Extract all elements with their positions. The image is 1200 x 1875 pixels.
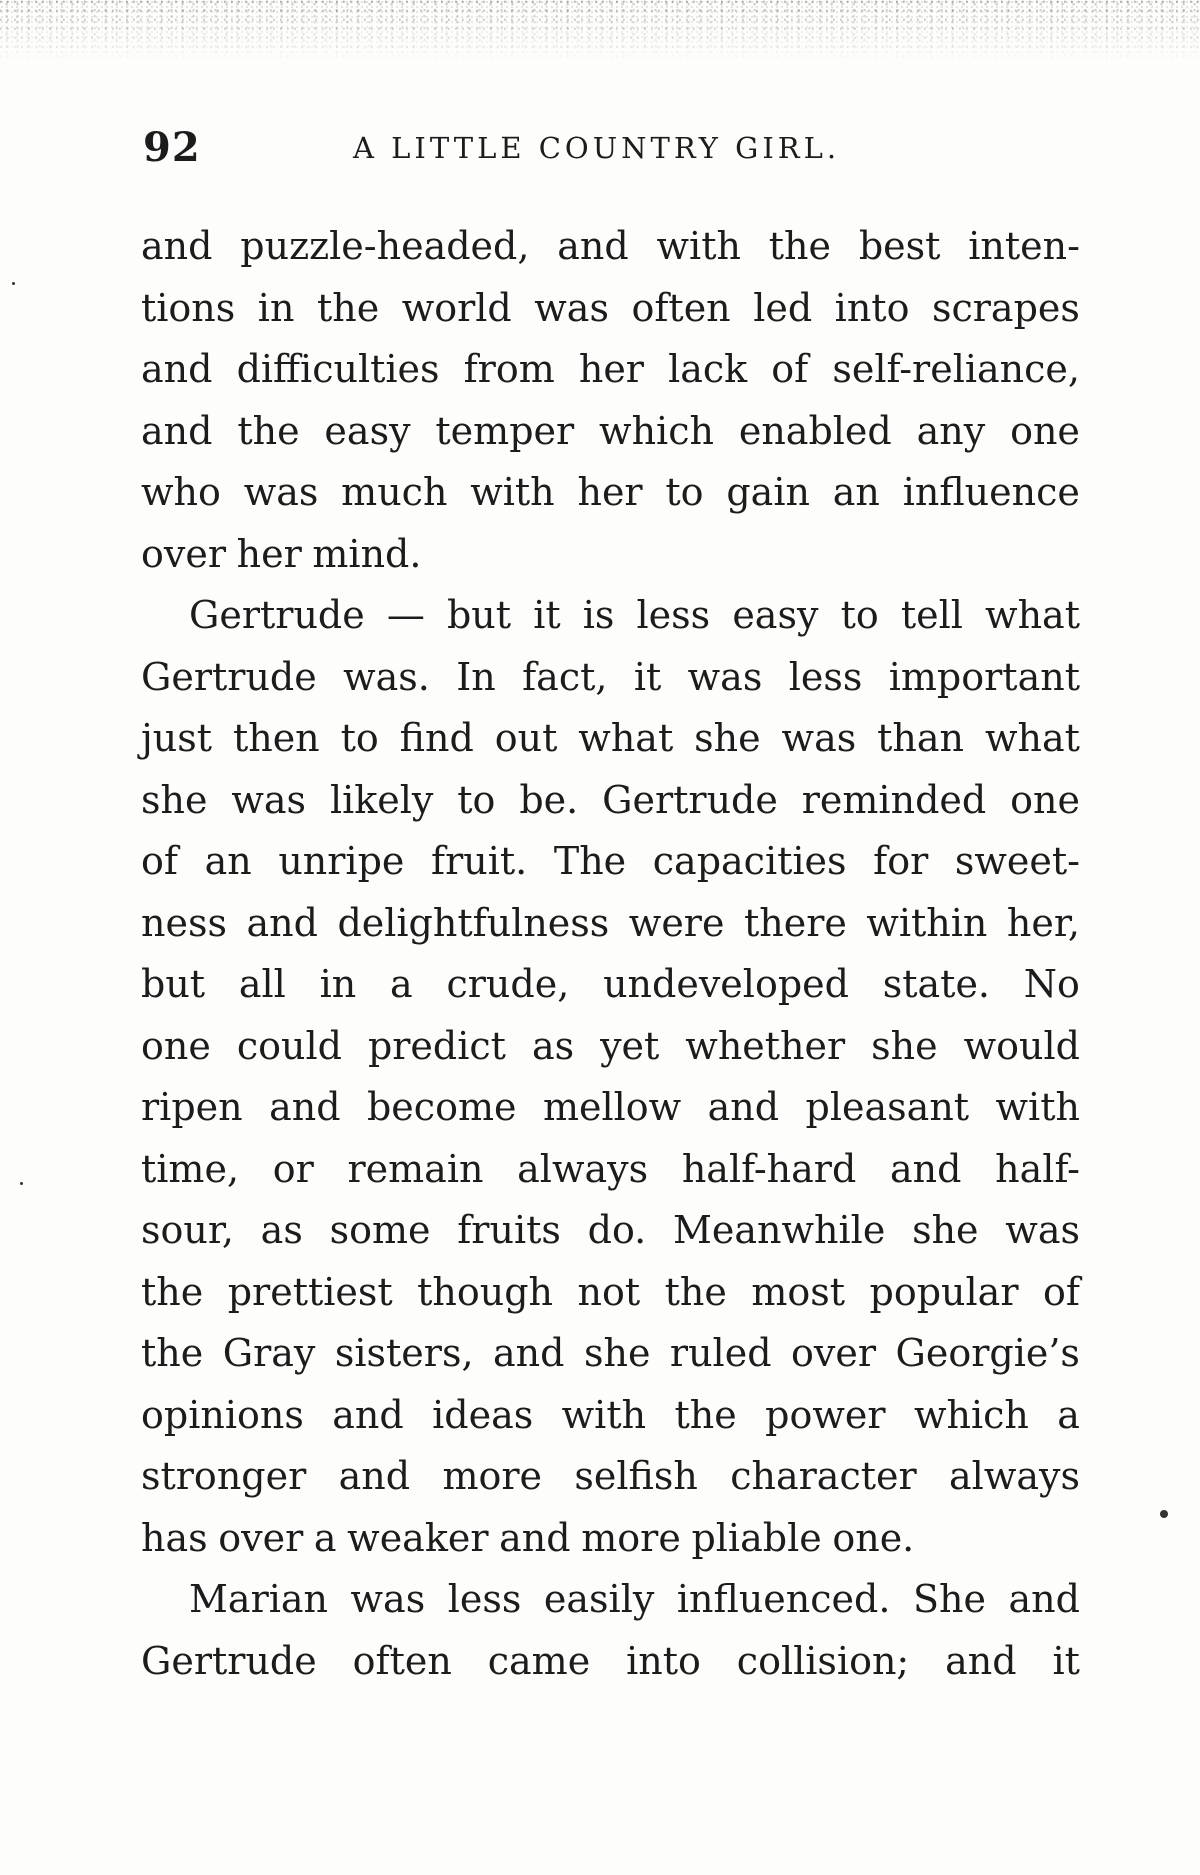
word: more xyxy=(581,1515,681,1560)
scan-noise-edge xyxy=(0,0,1200,62)
text-line xyxy=(141,1016,1080,1078)
word: in xyxy=(319,962,357,1006)
word: her xyxy=(578,347,644,391)
word: as xyxy=(531,1023,575,1068)
word: In xyxy=(456,654,496,699)
word: likely xyxy=(329,777,434,822)
word: the xyxy=(141,1331,204,1375)
word: with xyxy=(561,1392,647,1437)
word: often xyxy=(631,285,731,330)
word: sour, xyxy=(141,1208,234,1252)
word: easy xyxy=(732,593,819,637)
text-line xyxy=(141,893,1080,955)
word: she xyxy=(912,1208,979,1252)
word: and xyxy=(493,1331,565,1375)
word: less xyxy=(636,593,711,637)
word: with xyxy=(656,224,741,268)
text-line xyxy=(141,401,1080,463)
word: Gertrude xyxy=(141,654,317,699)
word: what xyxy=(578,716,674,760)
word: and xyxy=(338,1454,411,1498)
word: she xyxy=(583,1331,651,1375)
word: is xyxy=(582,593,615,637)
word: undeveloped xyxy=(603,962,849,1006)
word: to xyxy=(340,716,379,760)
word: the xyxy=(768,224,832,268)
text-line xyxy=(141,954,1080,1016)
word: within xyxy=(866,900,988,945)
word: opinions xyxy=(141,1392,304,1437)
word: find xyxy=(399,716,474,760)
word: into xyxy=(626,1638,701,1683)
word: then xyxy=(232,716,320,760)
word: crude, xyxy=(446,962,570,1006)
word: time, xyxy=(141,1146,240,1191)
word: in xyxy=(257,285,295,330)
word: the xyxy=(237,408,300,453)
word: sisters, xyxy=(334,1331,474,1375)
word: was xyxy=(1005,1208,1080,1252)
word: The xyxy=(553,839,627,883)
word: was. xyxy=(343,654,430,699)
word: and xyxy=(1008,1577,1080,1621)
word: gain xyxy=(726,470,810,514)
text-line xyxy=(141,524,1080,586)
word: do. xyxy=(587,1208,647,1252)
word: temper xyxy=(435,408,575,453)
text-line xyxy=(141,1262,1080,1324)
word: for xyxy=(873,839,929,883)
word: her xyxy=(236,531,302,576)
word: from xyxy=(463,347,555,391)
word: mellow xyxy=(542,1085,682,1129)
text-line xyxy=(141,278,1080,340)
word: which xyxy=(599,408,714,453)
word: fruit. xyxy=(431,839,528,883)
word: was xyxy=(243,470,319,514)
word: Gertrude xyxy=(189,593,365,637)
text-line xyxy=(141,1077,1080,1139)
running-title: A LITTLE COUNTRY GIRL. xyxy=(353,131,841,165)
word: enabled xyxy=(738,408,892,453)
word: but xyxy=(446,593,512,637)
word: selfish xyxy=(574,1454,698,1498)
word: always xyxy=(517,1146,649,1191)
word: self-reliance, xyxy=(832,347,1080,391)
word: Gertrude xyxy=(602,777,778,822)
word: ruled xyxy=(669,1331,772,1375)
word: with xyxy=(995,1085,1080,1129)
word: whether xyxy=(685,1023,846,1068)
word: one xyxy=(1010,777,1080,822)
word: a xyxy=(313,1515,337,1560)
word: of xyxy=(1043,1269,1080,1314)
word: it xyxy=(1052,1638,1080,1683)
word: as xyxy=(260,1208,303,1252)
word: with xyxy=(470,470,555,514)
word: the xyxy=(141,1269,204,1314)
word: fact, xyxy=(522,654,608,699)
word: all xyxy=(238,962,286,1006)
word: ripen xyxy=(141,1085,243,1129)
word: could xyxy=(236,1023,342,1068)
text-line xyxy=(141,1631,1080,1693)
word: was xyxy=(350,1577,426,1621)
word: much xyxy=(341,470,448,514)
word: popular xyxy=(869,1269,1019,1314)
word: weaker xyxy=(347,1515,489,1560)
word: it xyxy=(533,593,561,637)
word: out xyxy=(494,716,558,760)
word: and xyxy=(141,347,213,391)
word: tions xyxy=(141,285,236,330)
word: pliable xyxy=(691,1515,822,1560)
word: inten- xyxy=(968,224,1080,268)
text-line xyxy=(141,339,1080,401)
word: and xyxy=(246,900,318,945)
word: which xyxy=(913,1392,1029,1437)
word: half- xyxy=(995,1146,1080,1191)
word: easy xyxy=(324,408,411,453)
word: was xyxy=(781,716,857,760)
text-line xyxy=(141,1569,1080,1631)
page-header xyxy=(143,118,1083,178)
word: always xyxy=(949,1454,1080,1498)
word: the xyxy=(674,1392,737,1437)
word: she xyxy=(141,777,208,822)
word: pleasant xyxy=(805,1085,970,1129)
word: was xyxy=(687,654,763,699)
text-line xyxy=(141,1139,1080,1201)
scan-speck xyxy=(12,282,15,285)
word: lack xyxy=(668,347,748,391)
word: No xyxy=(1023,962,1080,1006)
word: important xyxy=(888,654,1080,699)
word: sweet- xyxy=(954,839,1080,883)
word: she xyxy=(694,716,761,760)
word: it xyxy=(633,654,662,699)
word: yet xyxy=(600,1023,660,1068)
word: any xyxy=(916,408,986,453)
word: to xyxy=(840,593,879,637)
word: and xyxy=(557,224,629,268)
word: delightfulness xyxy=(337,900,610,945)
word: remain xyxy=(347,1146,484,1191)
word: character xyxy=(730,1454,917,1498)
word: one. xyxy=(832,1515,915,1560)
word: led xyxy=(753,285,813,330)
text-line xyxy=(141,462,1080,524)
word: she xyxy=(871,1023,938,1068)
word: what xyxy=(985,593,1080,637)
word: one xyxy=(141,1023,211,1068)
word: over xyxy=(791,1331,877,1375)
word: to xyxy=(457,777,496,822)
word: one xyxy=(1010,408,1080,453)
word: not xyxy=(577,1269,641,1314)
word: has xyxy=(141,1515,208,1560)
word: world xyxy=(401,285,512,330)
word: a xyxy=(390,962,413,1006)
text-line xyxy=(141,1446,1080,1508)
word: be. xyxy=(519,777,579,822)
word: her xyxy=(577,470,643,514)
word: scrapes xyxy=(931,285,1080,330)
word: easily xyxy=(543,1577,655,1621)
word: and xyxy=(269,1085,341,1129)
word: capacities xyxy=(652,839,847,883)
text-line xyxy=(141,1200,1080,1262)
word: collision; xyxy=(736,1638,910,1683)
body-text xyxy=(141,216,1080,1692)
word: most xyxy=(751,1269,846,1314)
word: who xyxy=(141,470,221,514)
scan-speck xyxy=(20,1182,23,1185)
text-line xyxy=(141,216,1080,278)
word: than xyxy=(877,716,965,760)
page-number: 92 xyxy=(143,124,201,171)
text-line xyxy=(141,1385,1080,1447)
word: more xyxy=(442,1454,543,1498)
word: fruits xyxy=(457,1208,561,1252)
word: over xyxy=(141,531,226,576)
word: and xyxy=(889,1146,962,1191)
word: there xyxy=(743,900,847,945)
word: the xyxy=(664,1269,727,1314)
word: ness xyxy=(141,900,227,945)
word: become xyxy=(366,1085,517,1129)
text-line xyxy=(141,1323,1080,1385)
word: into xyxy=(834,285,910,330)
word: puzzle-headed, xyxy=(240,224,530,268)
word: of xyxy=(141,839,178,883)
word: difficulties xyxy=(236,347,440,391)
word: what xyxy=(984,716,1080,760)
word: unripe xyxy=(278,839,405,883)
word: She xyxy=(912,1577,986,1621)
word: or xyxy=(272,1146,314,1191)
text-line xyxy=(141,1508,1080,1570)
word: and xyxy=(945,1638,1017,1683)
word: prettiest xyxy=(227,1269,393,1314)
word: Gray xyxy=(222,1331,316,1375)
word: Meanwhile xyxy=(673,1208,886,1252)
word: came xyxy=(487,1638,591,1683)
word: ideas xyxy=(432,1392,534,1437)
word: was xyxy=(231,777,307,822)
word: reminded xyxy=(801,777,987,822)
text-line xyxy=(141,585,1080,647)
word: influenced. xyxy=(676,1577,891,1621)
scan-speck xyxy=(1160,1510,1168,1518)
word: influence xyxy=(902,470,1080,514)
word: power xyxy=(765,1392,886,1437)
text-line xyxy=(141,708,1080,770)
word: were xyxy=(628,900,725,945)
word: to xyxy=(665,470,704,514)
word: and xyxy=(141,408,213,453)
word: less xyxy=(788,654,863,699)
word: an xyxy=(832,470,880,514)
word: often xyxy=(352,1638,452,1683)
word: stronger xyxy=(141,1454,307,1498)
word: a xyxy=(1057,1392,1080,1437)
word: predict xyxy=(367,1023,506,1068)
word: state. xyxy=(882,962,991,1006)
word: an xyxy=(204,839,252,883)
word: tell xyxy=(900,593,963,637)
word: would xyxy=(963,1023,1080,1068)
word: mind. xyxy=(312,531,422,576)
word: but xyxy=(141,962,206,1006)
word: just xyxy=(141,716,213,760)
word: — xyxy=(386,593,425,637)
text-line xyxy=(141,647,1080,709)
word: and xyxy=(499,1515,571,1560)
word: and xyxy=(332,1392,404,1437)
word: her, xyxy=(1006,900,1080,945)
word: though xyxy=(417,1269,554,1314)
word: half-hard xyxy=(681,1146,857,1191)
word: and xyxy=(707,1085,780,1129)
word: best xyxy=(858,224,941,268)
word: less xyxy=(447,1577,522,1621)
text-line xyxy=(141,831,1080,893)
word: of xyxy=(771,347,809,391)
word: Gertrude xyxy=(141,1638,317,1683)
word: some xyxy=(329,1208,431,1252)
word: was xyxy=(534,285,609,330)
word: Georgie’s xyxy=(895,1331,1080,1375)
word: the xyxy=(316,285,380,330)
word: over xyxy=(218,1515,304,1560)
word: Marian xyxy=(189,1577,329,1621)
word: and xyxy=(141,224,213,268)
text-line xyxy=(141,770,1080,832)
